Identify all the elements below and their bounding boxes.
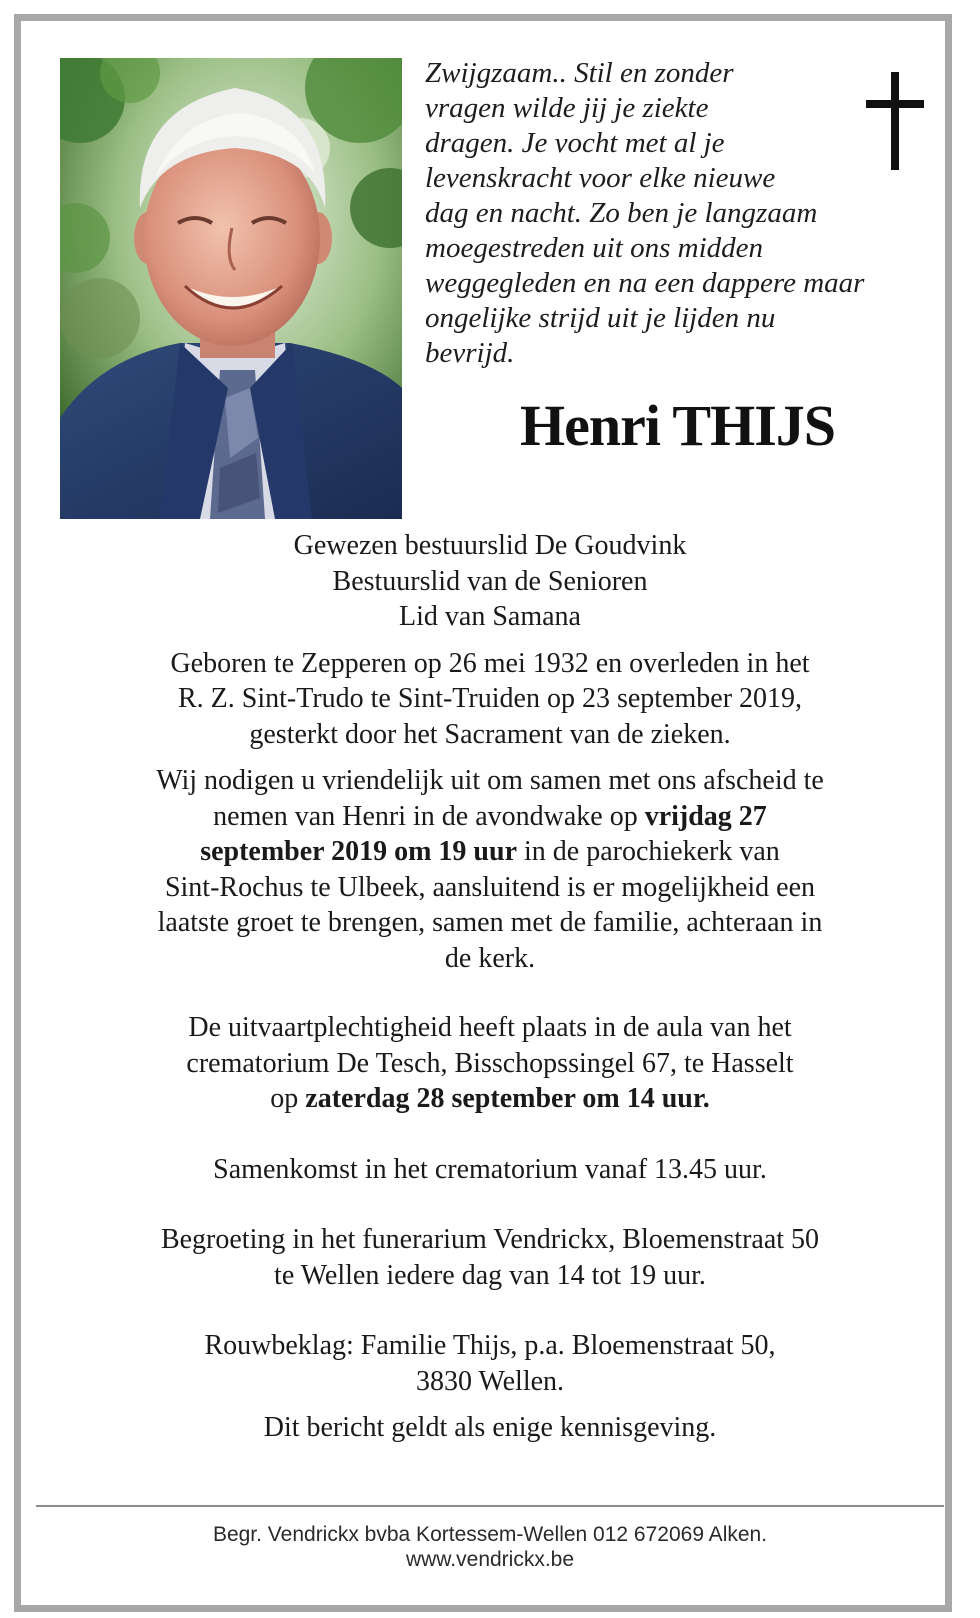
poem-line: dragen. Je vocht met al je: [425, 127, 725, 159]
funeral-home-footer: [36, 1522, 944, 1572]
invitation-line: [40, 834, 940, 870]
portrait-illustration: [60, 58, 402, 519]
invitation-line: Sint-Rochus te Ulbeek, aansluitend is er mogelijkheid een: [164, 871, 816, 903]
obituary-body: [40, 528, 940, 1446]
invitation-section: [40, 763, 940, 976]
condolences-line: 3830 Wellen.: [415, 1365, 565, 1397]
wake-time-bold: september 2019 om 19 uur: [200, 836, 517, 867]
birth-death-line: R. Z. Sint-Trudo te Sint-Truiden op 23 september 2019,: [177, 683, 803, 714]
ceremony-line: [40, 1081, 940, 1117]
invitation-line: [40, 799, 940, 835]
invitation-line: de kerk.: [444, 942, 536, 974]
ceremony-line: crematorium De Tesch, Bisschopssingel 67, te Hasselt: [186, 1047, 794, 1079]
ceremony-text: op: [270, 1083, 306, 1114]
invitation-line: Wij nodigen u vriendelijk uit om samen met ons afscheid te: [156, 765, 824, 796]
ceremony-line: De uitvaartplechtigheid heeft plaats in de aula van het: [188, 1012, 792, 1043]
wake-date-bold: vrijdag 27: [644, 800, 767, 832]
gathering-line: Samenkomst in het crematorium vanaf 13.45 uur.: [213, 1153, 767, 1185]
roles-section: [40, 528, 940, 635]
birth-death-section: [40, 646, 940, 753]
invitation-line: laatste groet te brengen, samen met de familie, achteraan in: [157, 907, 823, 938]
invitation-text: nemen van Henri in de avondwake op: [213, 800, 645, 832]
gathering-section: [40, 1152, 940, 1188]
poem-line: weggegleden en na een dappere maar: [425, 267, 865, 299]
deceased-name: Henri THIJS: [520, 393, 836, 458]
footer-divider: [36, 1505, 944, 1507]
poem-line: bevrijd.: [425, 337, 515, 369]
ceremony-section: [40, 1010, 940, 1117]
poem-line: levenskracht voor elke nieuwe: [425, 162, 776, 194]
visitation-line: Begroeting in het funerarium Vendrickx, Bloemenstraat 50: [160, 1224, 820, 1255]
condolences-section: [40, 1328, 940, 1399]
funeral-home-contact: Begr. Vendrickx bvba Kortessem-Wellen 012 672069 Alken.: [212, 1523, 768, 1546]
birth-death-line: gesterkt door het Sacrament van de zieken.: [249, 718, 731, 750]
poem-line: ongelijke strijd uit je lijden nu: [425, 302, 776, 334]
visitation-line: te Wellen iedere dag van 14 tot 19 uur.: [274, 1259, 706, 1291]
latin-cross-icon: [866, 72, 924, 170]
invitation-text: in de parochiekerk van: [517, 836, 780, 867]
poem-line: vragen wilde jij je ziekte: [425, 92, 709, 124]
role-line: Lid van Samana: [399, 601, 581, 632]
notice-section: [40, 1410, 940, 1446]
poem-line: moegestreden uit ons midden: [425, 232, 764, 264]
portrait-photo: [60, 58, 402, 519]
role-line: Gewezen bestuurslid De Goudvink: [293, 530, 687, 561]
funeral-home-website: www.vendrickx.be: [405, 1548, 575, 1571]
poem-line: dag en nacht. Zo ben je langzaam: [425, 197, 818, 229]
notice-line: Dit bericht geldt als enige kennisgeving.: [263, 1412, 717, 1443]
poem: [425, 56, 895, 371]
poem-line: Zwijgzaam.. Stil en zonder: [425, 57, 734, 89]
role-line: Bestuurslid van de Senioren: [332, 565, 648, 597]
birth-death-line: Geboren te Zepperen op 26 mei 1932 en overleden in het: [170, 647, 810, 679]
ceremony-date-bold: zaterdag 28 september om 14 uur.: [305, 1083, 710, 1114]
visitation-section: [40, 1222, 940, 1293]
condolences-line: Rouwbeklag: Familie Thijs, p.a. Bloemenstraat 50,: [204, 1330, 776, 1361]
